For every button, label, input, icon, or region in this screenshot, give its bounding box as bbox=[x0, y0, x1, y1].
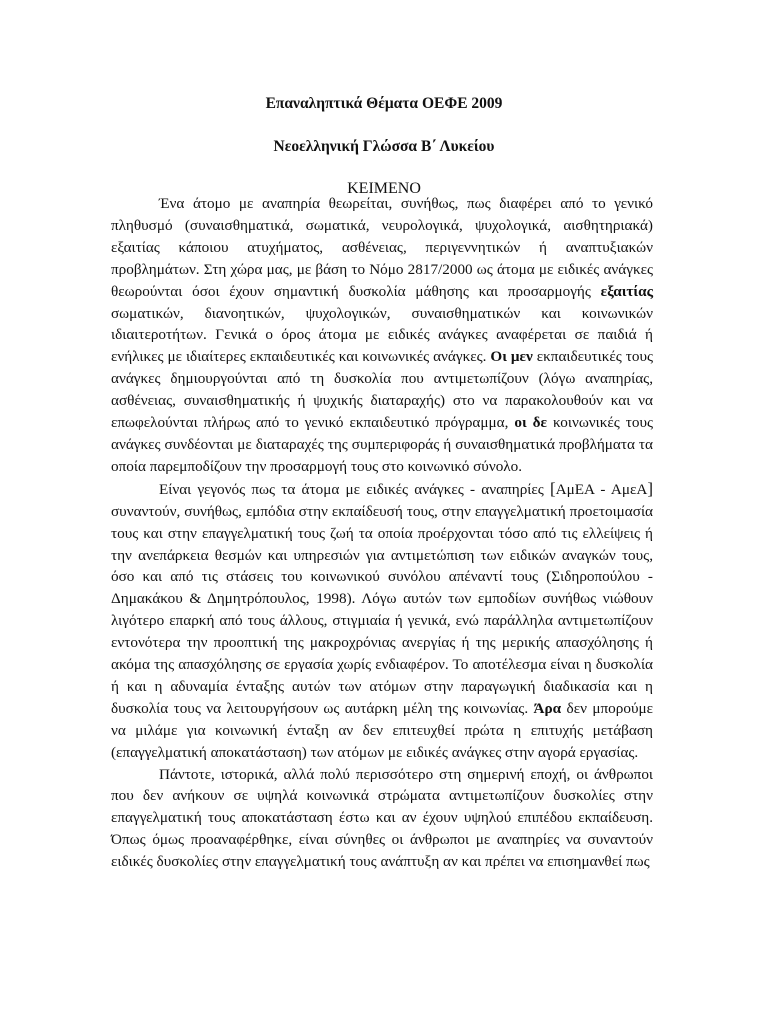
bracket-open: [ bbox=[549, 478, 556, 498]
paragraph-text: Ένα άτομο με αναπηρία θεωρείται, συνήθως, πως διαφέρει από το γενικό πληθυσμό (συναισθηματικά, σωματικά, νευρολογικά, ψυχολογικά, αισθητηριακά) εξαιτίας κάποιου ατυχήματος, ασθένειας, περιγεννητικών ή αναπτυξιακών προβλημάτων. Στη χώρα μας, με βάση το Νόμο 2817/2000 ως άτομα με ειδικές ανάγκες θεωρούνται όσοι έχουν σημαντική δυσκολία μάθησης και προσαρμογής bbox=[111, 195, 653, 300]
bold-term: Άρα bbox=[533, 699, 562, 717]
paragraph-text: Πάντοτε, ιστορικά, αλλά πολύ περισσότερο στη σημερινή εποχή, οι άνθρωποι που δεν ανήκουν σε υψηλά κοινωνικά στρώματα αντιμετωπίζουν δυσκολίες στην επαγγελματική τους αποκατάσταση έστω και αν έχουν υψηλού επιπέδου εκπαίδευση. Όπως όμως προαναφέρθηκε, είναι σύνηθες οι άνθρωποι με αναπηρίες να συναντούν ειδικές δυσκολίες στην επαγγελματική τους ανάπτυξη αν και πρέπει να επισημανθεί πως bbox=[111, 765, 653, 871]
paragraph-text: Είναι γεγονός πως τα άτομα με ειδικές ανάγκες - αναπηρίες bbox=[159, 480, 550, 498]
paragraph-1 bbox=[111, 193, 653, 478]
paragraph-2 bbox=[111, 478, 653, 764]
document-body bbox=[111, 193, 653, 873]
bracket-close: ] bbox=[647, 478, 653, 498]
paragraph-text: εκπαιδευτικές τους ανάγκες δημιουργούνται από τη δυσκολία που αντιμετωπίζουν (λόγω αναπηρίας, ασθένειας, συναισθηματικής ή ψυχικής διαταραχής) στο να παρακολουθούν και να επωφελούνται πλήρως από το γενικό εκπαιδευτικό πρόγραμμα, bbox=[111, 348, 653, 432]
abbreviation-text: ΑμΕΑ - ΑμεΑ bbox=[555, 480, 648, 498]
paragraph-text: σωματικών, διανοητικών, ψυχολογικών, συναισθηματικών και κοινωνικών ιδιαιτεροτήτων. Γενικά ο όρος άτομα με ειδικές ανάγκες αναφέρεται σε παιδιά ή ενήλικες με ιδιαίτερες εκπαιδευτικές και κοινωνικές ανάγκες. bbox=[111, 304, 653, 366]
paragraph-text: δεν μπορούμε να μιλάμε για κοινωνική ένταξη αν δεν επιτευχθεί πρώτα η επιτυχής μετάβαση (επαγγελματική αποκατάσταση) των ατόμων με ειδικές ανάγκες στην αγορά εργασίας. bbox=[111, 699, 653, 761]
paragraph-text: κοινωνικές τους ανάγκες συνδέονται με διαταραχές της συμπεριφοράς ή συναισθηματικά προβλήματα τα οποία παρεμποδίζουν την προσαρμογή τους στο κοινωνικό σύνολο. bbox=[111, 414, 653, 475]
bold-term: οι δε bbox=[514, 414, 547, 432]
bold-term: Οι μεν bbox=[490, 348, 533, 366]
paragraph-text: συναντούν, συνήθως, εμπόδια στην εκπαίδευσή τους, στην επαγγελματική προετοιμασία τους και στην επαγγελματική τους ζωή τα οποία προέρχονται τόσο από τις ελλείψεις ή την ανεπάρκεια θεσμών και υπηρεσιών για αντιμετώπιση των ειδικών αναγκών τους, όσο και από τις στάσεις του κοινωνικού συνόλου απέναντί τους (Σιδηροπούλου - Δημακάκου & Δημητρόπουλος, 1998). Λόγω αυτών των εμποδίων συνήθως νιώθουν λιγότερο επαρκή από τους άλλους, στιγμιαία ή γενικά, ενώ παράλληλα αντιμετωπίζουν εντονότερα την προοπτική της μακροχρόνιας ανεργίας ή της μερικής απασχόλησης ή ακόμα της απασχόλησης σε εργασία χωρίς ενδιαφέρον. Το αποτέλεσμα είναι η δυσκολία ή και η αδυναμία ένταξης αυτών των ατόμων στην παραγωγική διαδικασία και η δυσκολία τους να λειτουργήσουν ως αυτάρκη μέλη της κοινωνίας. bbox=[111, 502, 653, 717]
section-heading: ΚΕΙΜΕΝΟ bbox=[347, 180, 421, 197]
document-title: Επαναληπτικά Θέματα ΟΕΦΕ 2009 bbox=[265, 95, 503, 112]
paragraph-3 bbox=[111, 764, 653, 874]
bold-term: εξαιτίας bbox=[600, 282, 653, 300]
document-subtitle: Νεοελληνική Γλώσσα Β΄ Λυκείου bbox=[273, 138, 495, 155]
